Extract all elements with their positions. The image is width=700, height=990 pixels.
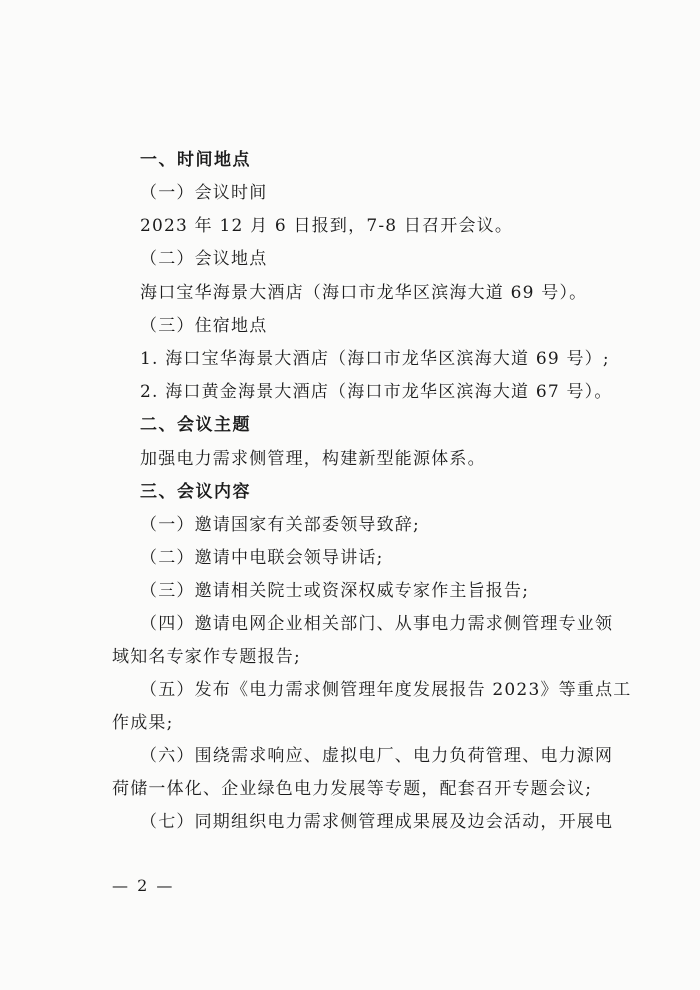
section-3-item-4-line-1: （四）邀请电网企业相关部门、从事电力需求侧管理专业领 xyxy=(140,614,614,634)
section-3-item-5-line-1: （五）发布《电力需求侧管理年度发展报告 2023》等重点工 xyxy=(140,680,632,700)
section-3-item-1: （一）邀请国家有关部委领导致辞; xyxy=(140,515,420,535)
section-1-sub-3-item-2: 2. 海口黄金海景大酒店（海口市龙华区滨海大道 67 号）。 xyxy=(140,382,613,402)
section-2-heading: 二、会议主题 xyxy=(140,415,251,435)
section-3-item-3: （三）邀请相关院士或资深权威专家作主旨报告; xyxy=(140,581,530,601)
section-1-heading: 一、时间地点 xyxy=(140,150,251,170)
section-3-item-6-line-2: 荷储一体化、企业绿色电力发展等专题，配套召开专题会议; xyxy=(112,779,593,799)
page-number: — 2 — xyxy=(112,876,175,895)
section-1-sub-2-text: 海口宝华海景大酒店（海口市龙华区滨海大道 69 号）。 xyxy=(140,283,588,303)
section-1-sub-1-title: （一）会议时间 xyxy=(140,183,268,203)
section-3-item-6-line-1: （六）围绕需求响应、虚拟电厂、电力负荷管理、电力源网 xyxy=(140,746,614,766)
section-3-item-7-line-1: （七）同期组织电力需求侧管理成果展及边会活动，开展电 xyxy=(140,812,614,832)
section-1-sub-3-item-1: 1. 海口宝华海景大酒店（海口市龙华区滨海大道 69 号）; xyxy=(140,349,610,369)
section-3-heading: 三、会议内容 xyxy=(140,482,251,502)
section-3-item-2: （二）邀请中电联会领导讲话; xyxy=(140,548,384,568)
section-1-sub-3-title: （三）住宿地点 xyxy=(140,316,268,336)
section-2-text: 加强电力需求侧管理，构建新型能源体系。 xyxy=(140,449,486,469)
section-3-item-4-line-2: 域知名专家作专题报告; xyxy=(112,647,301,667)
section-3-item-5-line-2: 作成果; xyxy=(112,713,174,733)
section-1-sub-2-title: （二）会议地点 xyxy=(140,249,268,269)
section-1-sub-1-text: 2023 年 12 月 6 日报到，7-8 日召开会议。 xyxy=(140,216,514,236)
